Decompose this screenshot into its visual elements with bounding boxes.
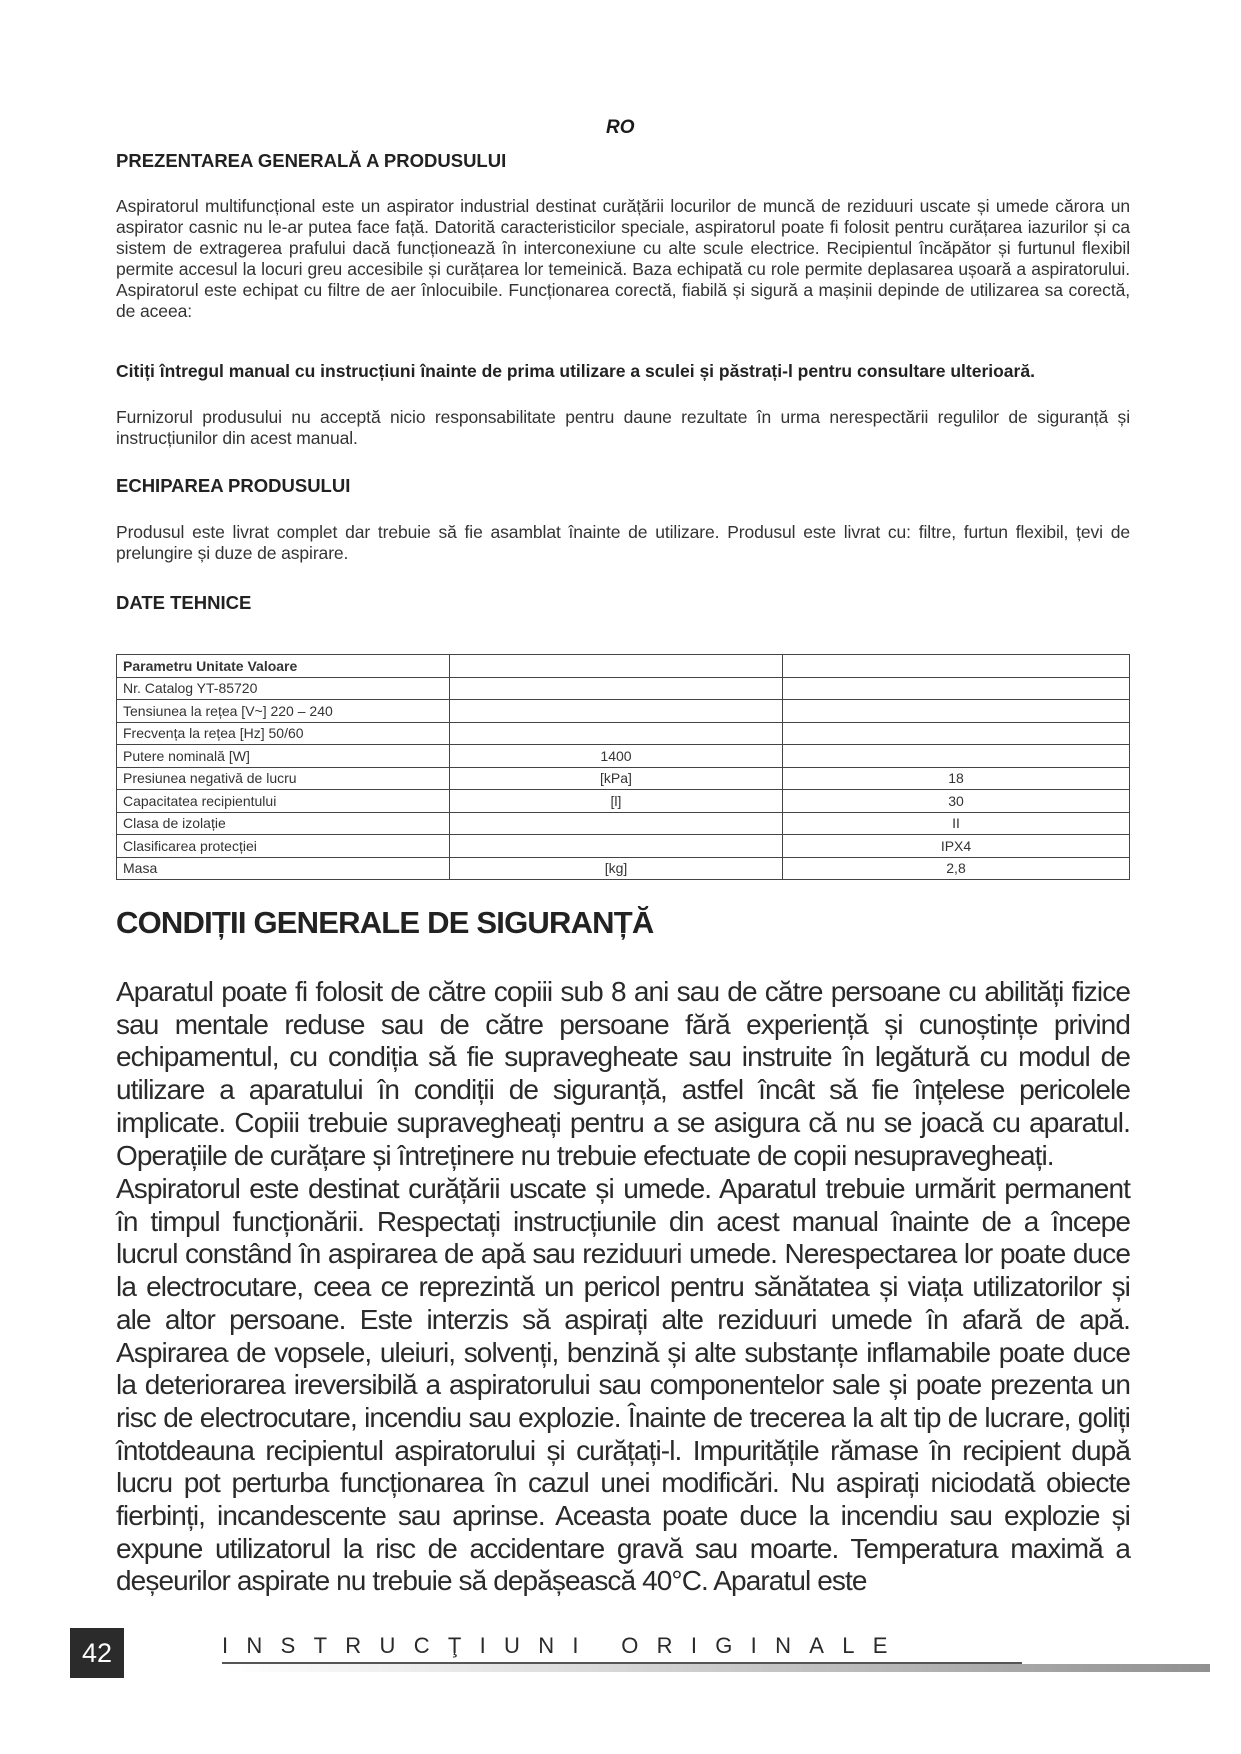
table-cell: 30 xyxy=(783,790,1130,813)
table-cell xyxy=(450,700,783,723)
footer-gradient-bar xyxy=(222,1664,1210,1672)
overview-paragraph: Aspiratorul multifuncțional este un aspirator industrial destinat curățării locurilor de muncă de reziduuri uscate și umede cărora un aspirator casnic nu le-ar putea face față. Datorită caracteristicilor speciale, aspiratorul poate fi folosit pentru curățarea iazurilor și ca sistem de extragerea prafului dacă funcționează în interconexiune cu alte scule electrice. Recipientul încăpător și furtunul flexibil permite accesul la locuri greu accesibile și curățarea lor temeinică. Baza echipată cu role permite deplasarea ușoară a aspiratorului. Aspiratorul este echipat cu filtre de aer înlocuibile. Funcționarea corectă, fiabilă și sigură a mașinii depinde de utilizarea sa corectă, de aceea: xyxy=(116,196,1130,321)
technical-data-table xyxy=(116,654,1130,880)
section-title-equipment: ECHIPAREA PRODUSULUI xyxy=(116,475,351,496)
table-cell: II xyxy=(783,812,1130,835)
table-cell xyxy=(450,812,783,835)
table-cell xyxy=(450,835,783,858)
table-row xyxy=(117,655,1130,678)
table-cell xyxy=(450,677,783,700)
table-cell: IPX4 xyxy=(783,835,1130,858)
table-row xyxy=(117,790,1130,813)
table-cell xyxy=(783,745,1130,768)
read-manual-note: Citiți întregul manual cu instrucțiuni înainte de prima utilizare a sculei și păstrați-l pentru consultare ulterioară. xyxy=(116,361,1035,381)
table-cell: Clasa de izolație xyxy=(117,812,450,835)
table-cell: Masa xyxy=(117,857,450,880)
table-row xyxy=(117,767,1130,790)
section-title-technical-data: DATE TEHNICE xyxy=(116,592,252,613)
table-cell: [l] xyxy=(450,790,783,813)
table-cell: 1400 xyxy=(450,745,783,768)
table-cell: Parametru Unitate Valoare xyxy=(117,655,450,678)
table-cell: Tensiunea la rețea [V~] 220 – 240 xyxy=(117,700,450,723)
table-row xyxy=(117,812,1130,835)
safety-title: CONDIȚII GENERALE DE SIGURANȚĂ xyxy=(116,905,654,940)
table-cell xyxy=(783,722,1130,745)
table-cell: Clasificarea protecției xyxy=(117,835,450,858)
table-cell: 18 xyxy=(783,767,1130,790)
table-cell: Nr. Catalog YT-85720 xyxy=(117,677,450,700)
page-number: 42 xyxy=(70,1628,124,1678)
table-cell xyxy=(450,722,783,745)
table-row xyxy=(117,745,1130,768)
safety-paragraph-usage: Aspiratorul este destinat curățării uscate și umede. Aparatul trebuie urmărit permanent în timpul funcționării. Respectați instrucțiunile din acest manual înainte de a începe lucrul constând în aspirarea de apă sau reziduuri umede. Nerespectarea lor poate duce la electrocutare, ceea ce reprezintă un pericol pentru sănătatea și viața utilizatorilor și ale altor persoane. Este interzis să aspirați alte reziduuri umede în afară de apă. Aspirarea de vopsele, uleiuri, solvenți, benzină și alte substanțe inflamabile poate duce la deteriorarea ireversibilă a aspiratorului sau componentelor sale și poate prezenta un risc de electrocutare, incendiu sau explozie. Înainte de trecerea la alt tip de lucrare, goliți întotdeauna recipientul aspiratorului și curățați-l. Impuritățile rămase în recipient după lucru pot perturba funcționarea în cazul unei modificări. Nu aspirați niciodată obiecte fierbinți, incandescente sau aprinse. Aceasta poate duce la incendiu sau explozie și expune utilizatorul la risc de accidentare gravă sau moarte. Temperatura maximă a deșeurilor aspirate nu trebuie să depășească 40°C. Aparatul este xyxy=(116,1173,1130,1597)
table-cell: Presiunea negativă de lucru xyxy=(117,767,450,790)
table-cell xyxy=(783,700,1130,723)
table-row xyxy=(117,857,1130,880)
table-cell: Frecvența la rețea [Hz] 50/60 xyxy=(117,722,450,745)
table-cell xyxy=(783,655,1130,678)
table-cell: 2,8 xyxy=(783,857,1130,880)
table-cell: [kPa] xyxy=(450,767,783,790)
table-row xyxy=(117,835,1130,858)
table-row xyxy=(117,677,1130,700)
table-cell: Capacitatea recipientului xyxy=(117,790,450,813)
liability-paragraph: Furnizorul produsului nu acceptă nicio responsabilitate pentru daune rezultate în urma nerespectării regulilor de siguranță și instrucțiunilor din acest manual. xyxy=(116,407,1130,448)
table-cell: Putere nominală [W] xyxy=(117,745,450,768)
table-cell: [kg] xyxy=(450,857,783,880)
language-code: RO xyxy=(606,117,635,138)
safety-paragraph-children: Aparatul poate fi folosit de către copiii sub 8 ani sau de către persoane cu abilități fizice sau mentale reduse sau de către persoane fără experiență și cunoștințe privind echipamentul, cu condiția să fie supravegheate sau instruite în legătură cu modul de utilizare a aparatului în condiții de siguranță, astfel încât să fie înțelese pericolele implicate. Copiii trebuie supravegheați pentru a se asigura că nu se joacă cu aparatul. Operațiile de curățare și întreținere nu trebuie efectuate de copii nesupravegheați. xyxy=(116,976,1130,1171)
footer-original-instructions: INSTRUCŢIUNI ORIGINALE xyxy=(222,1633,906,1658)
table-row xyxy=(117,700,1130,723)
table-cell xyxy=(783,677,1130,700)
section-title-overview: PREZENTAREA GENERALĂ A PRODUSULUI xyxy=(116,150,507,171)
equipment-paragraph: Produsul este livrat complet dar trebuie să fie asamblat înainte de utilizare. Produsul este livrat cu: filtre, furtun flexibil, țevi de prelungire și duze de aspirare. xyxy=(116,522,1130,563)
table-row xyxy=(117,722,1130,745)
table-cell xyxy=(450,655,783,678)
